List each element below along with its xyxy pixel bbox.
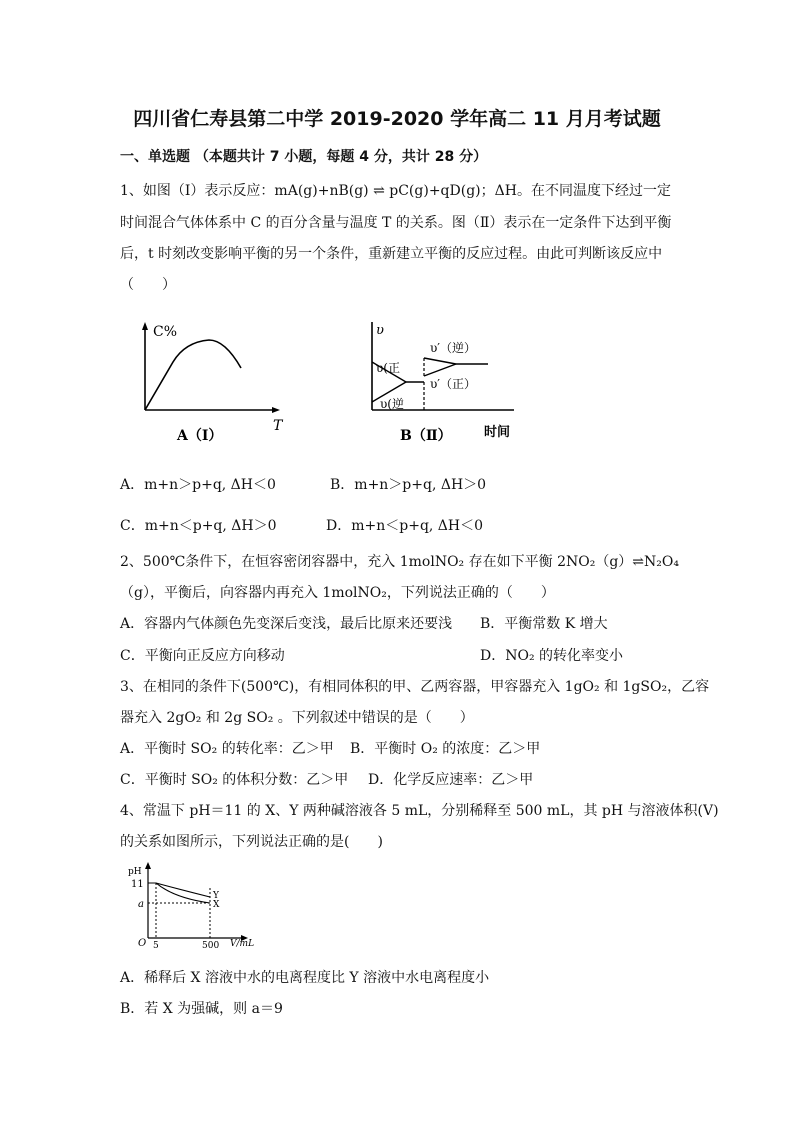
fig3-x500: 500 xyxy=(202,941,220,950)
q3-option-d[interactable]: D．化学反应速率：乙＞甲 xyxy=(368,772,534,788)
fig3-origin: O xyxy=(138,938,147,949)
fig2-label-ni: υ(逆 xyxy=(380,397,404,411)
q1-line4: （ ） xyxy=(120,277,176,293)
q2-option-b[interactable]: B．平衡常数 K 增大 xyxy=(480,616,608,632)
q4-line2: 的关系如图所示，下列说法正确的是( ) xyxy=(120,834,383,850)
fig1-ylabel: C% xyxy=(153,324,178,340)
fig1-curve xyxy=(145,340,241,410)
q4-option-b[interactable]: B．若 X 为强碱，则 a＝9 xyxy=(120,1001,283,1017)
figure-1-c-percent-vs-t xyxy=(125,318,295,448)
q3-line1: 3、在相同的条件下(500℃)，有相同体积的甲、乙两容器，甲容器充入 1gO₂ 和 1gSO₂，乙容 xyxy=(120,679,710,695)
q2-option-a[interactable]: A．容器内气体颜色先变深后变浅，最后比原来还要浅 xyxy=(120,616,453,632)
q1-line1: 1、如图（Ⅰ）表示反应：mA(g)+nB(g) ⇌ pC(g)+qD(g)；ΔH。在不同温度下经过一定 xyxy=(120,183,671,199)
fig3-series-x xyxy=(156,883,210,903)
fig1-x-arrow xyxy=(272,407,280,413)
q4-option-a[interactable]: A．稀释后 X 溶液中水的电离程度比 Y 溶液中水电离程度小 xyxy=(120,970,490,986)
q2-line1: 2、500℃条件下，在恒容密闭容器中，充入 1molNO₂ 存在如下平衡 2NO₂（g）⇌N₂O₄ xyxy=(120,554,679,570)
fig2-xlabel: 时间 xyxy=(484,425,511,440)
q1-line3: 后，t 时刻改变影响平衡的另一个条件，重新建立平衡的反应过程。由此可判断该反应中 xyxy=(120,246,663,262)
fig2-caption: B（Ⅱ） xyxy=(400,428,452,444)
fig3-ya: a xyxy=(138,899,144,910)
q1-option-b[interactable]: B．m+n＞p+q, ΔH＞0 xyxy=(330,477,487,493)
fig2-label-zheng: υ(正 xyxy=(376,361,400,375)
figure-2-rate-vs-time xyxy=(366,318,536,448)
fig1-y-arrow xyxy=(142,322,148,330)
fig3-y11: 11 xyxy=(131,879,144,890)
fig1-xlabel: T xyxy=(273,418,283,434)
section-heading: 一、单选题 （本题共计 7 小题，每题 4 分，共计 28 分） xyxy=(120,149,488,165)
q1-option-d[interactable]: D．m+n＜p+q, ΔH＜0 xyxy=(326,518,484,534)
q3-option-b[interactable]: B．平衡时 O₂ 的浓度：乙＞甲 xyxy=(350,741,541,757)
q2-option-d[interactable]: D．NO₂ 的转化率变小 xyxy=(480,648,624,664)
q2-option-c[interactable]: C．平衡向正反应方向移动 xyxy=(120,648,285,664)
q3-line2: 器充入 2gO₂ 和 2g SO₂ 。下列叙述中错误的是（ ） xyxy=(120,710,474,726)
q3-option-a[interactable]: A．平衡时 SO₂ 的转化率：乙＞甲 xyxy=(120,741,334,757)
fig3-label-y: Y xyxy=(213,891,219,901)
fig1-caption: A（Ⅰ） xyxy=(177,428,223,444)
fig2-v-ni2-line xyxy=(424,358,456,364)
fig3-series-y xyxy=(156,883,210,897)
fig3-x5: 5 xyxy=(153,941,159,950)
fig2-label-ni2: υ′（逆） xyxy=(430,341,477,355)
fig3-label-x: X xyxy=(213,900,220,910)
fig3-ylabel: pH xyxy=(128,867,142,877)
q1-line2: 时间混合气体体系中 C 的百分含量与温度 T 的关系。图（Ⅱ）表示在一定条件下达到平衡 xyxy=(120,215,672,231)
q3-option-c[interactable]: C．平衡时 SO₂ 的体积分数：乙＞甲 xyxy=(120,772,349,788)
q1-option-c[interactable]: C．m+n＜p+q, ΔH＞0 xyxy=(120,518,277,534)
figure-3-ph-vs-volume xyxy=(126,860,266,950)
fig3-xlabel: V/mL xyxy=(230,939,255,949)
fig2-v-zheng2-line xyxy=(424,364,456,376)
q4-line1: 4、常温下 pH＝11 的 X、Y 两种碱溶液各 5 mL，分别稀释至 500 mL，其 pH 与溶液体积(V) xyxy=(120,803,719,819)
fig2-label-zheng2: υ′（正） xyxy=(430,377,477,391)
q2-line2: （g），平衡后，向容器内再充入 1molNO₂，下列说法正确的（ ） xyxy=(120,585,555,601)
fig2-ylabel: υ xyxy=(376,323,384,338)
page-title: 四川省仁寿县第二中学 2019-2020 学年高二 11 月月考试题 xyxy=(133,108,661,130)
q1-option-a[interactable]: A．m+n＞p+q, ΔH＜0 xyxy=(120,477,276,493)
